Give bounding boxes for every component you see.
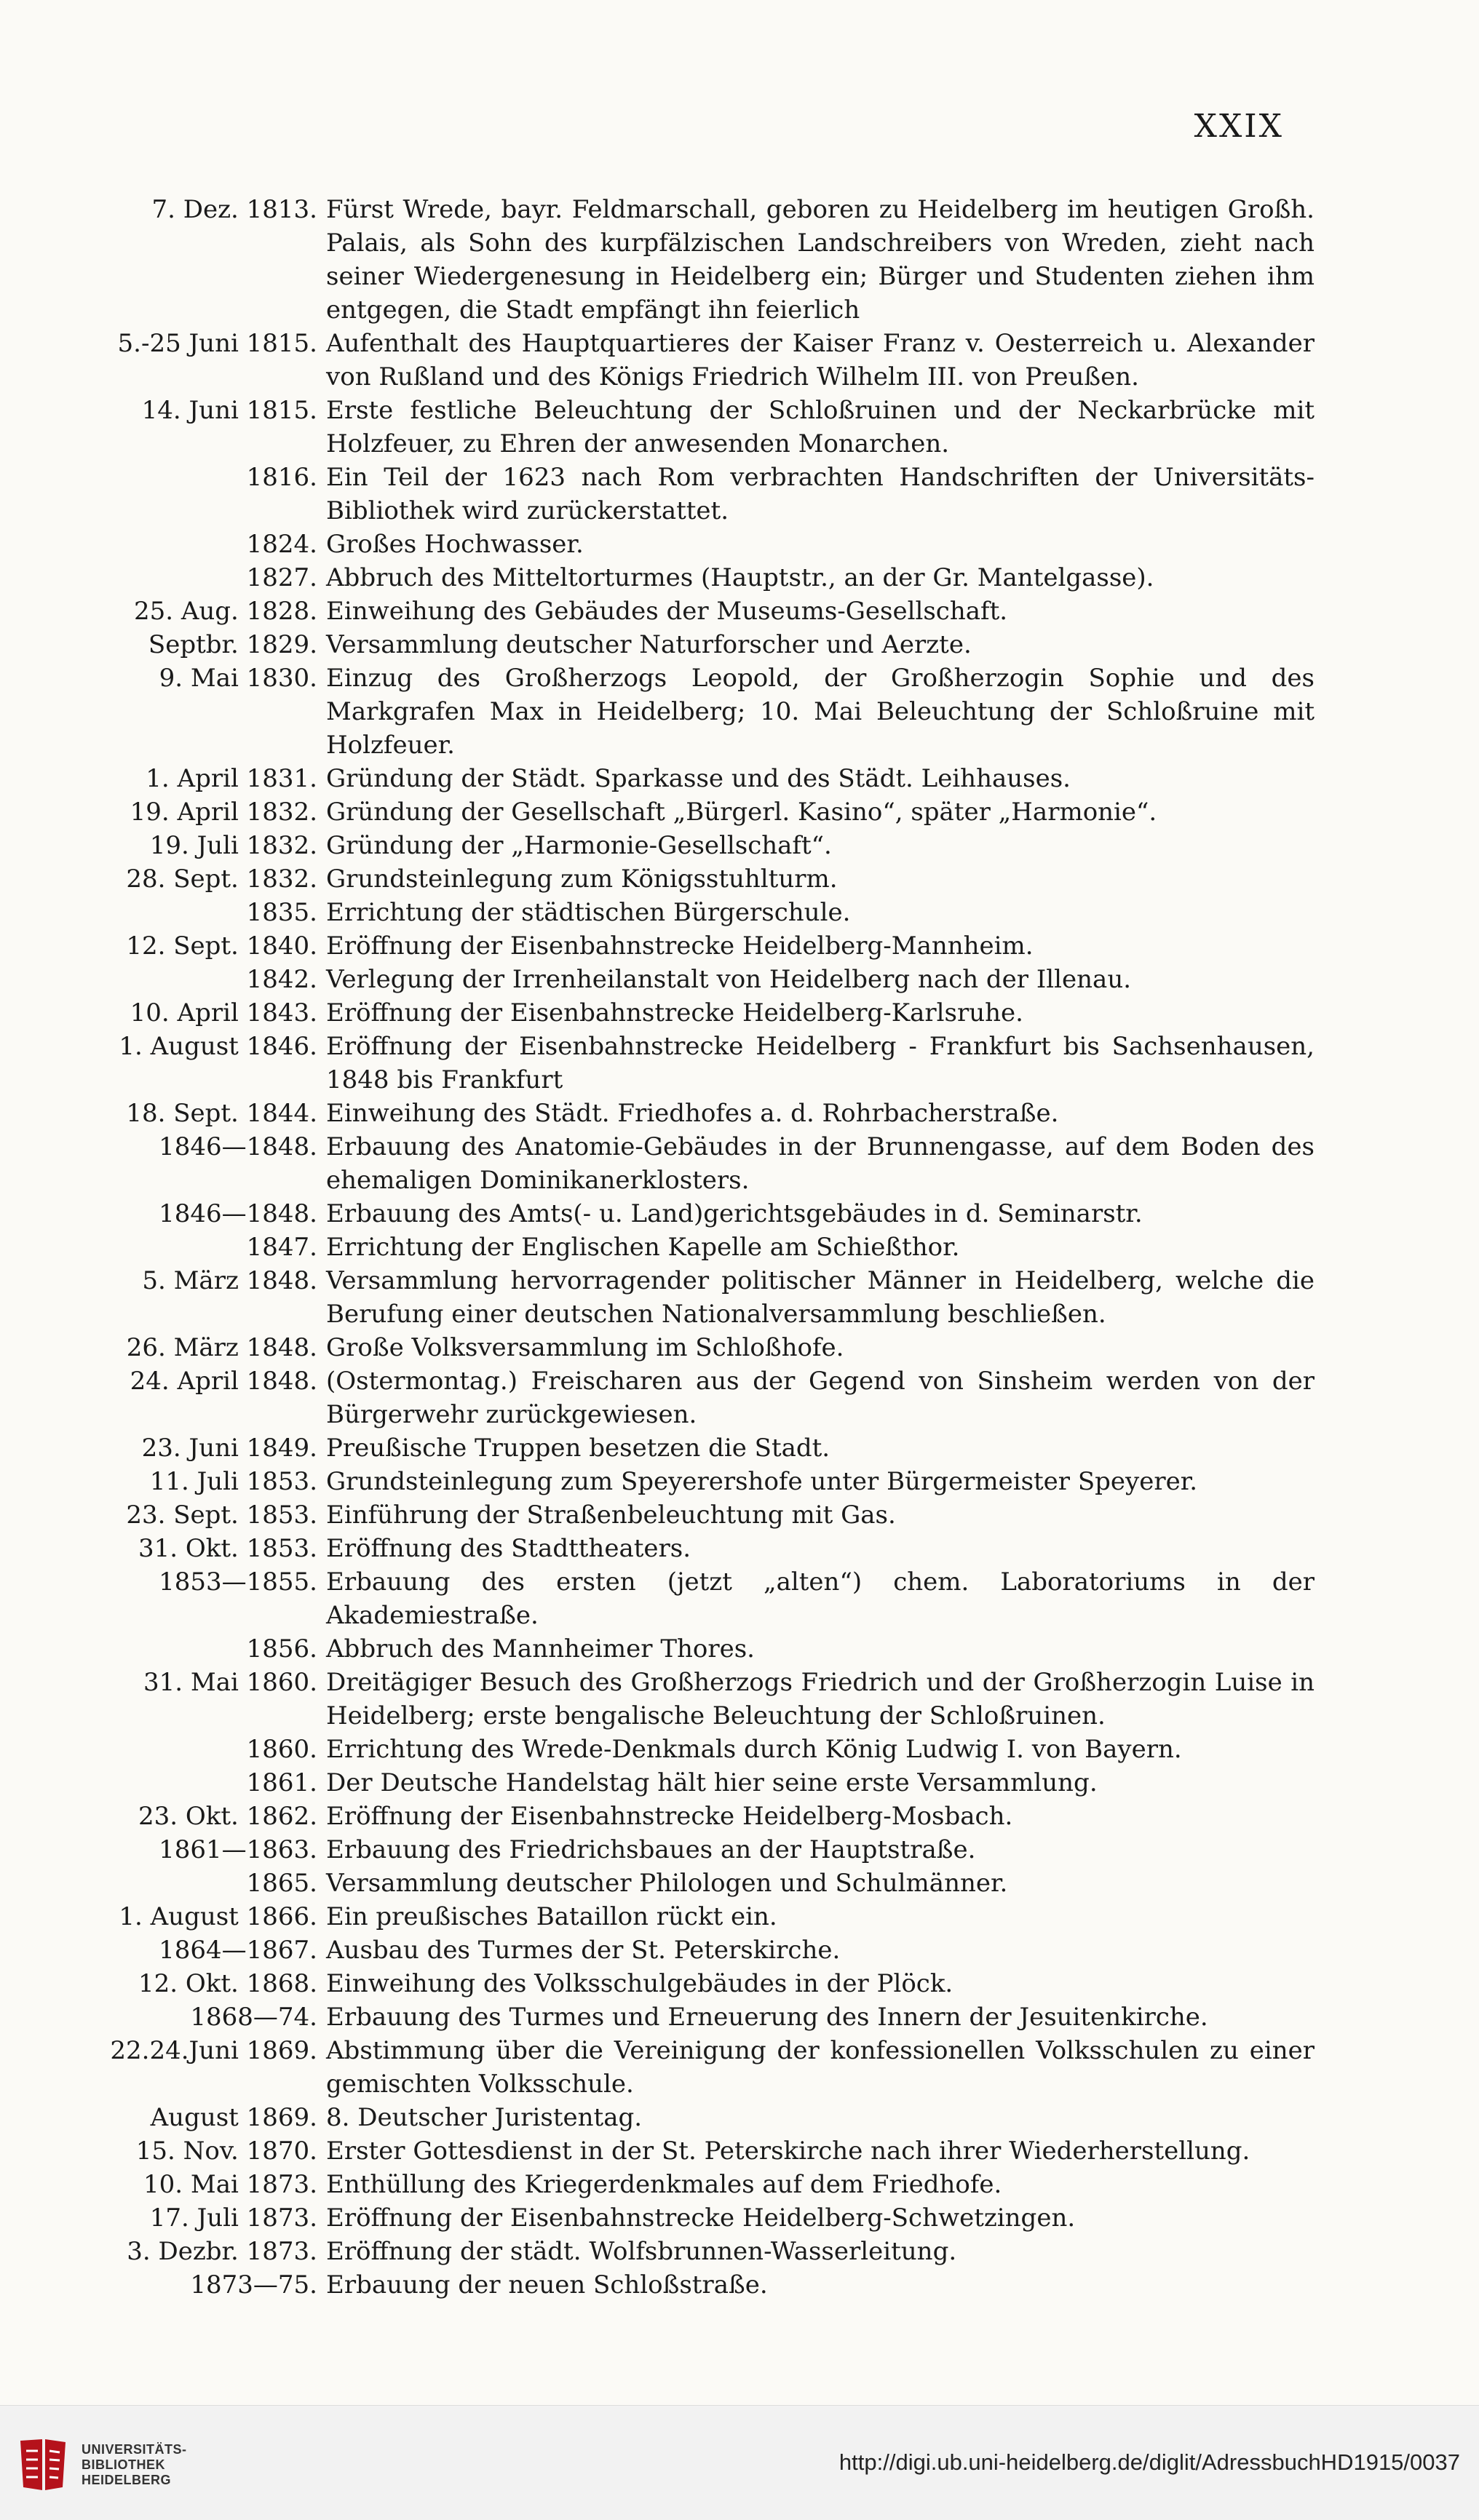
entry-date: 31. Okt. 1853. [138, 1534, 317, 1563]
entry-date: 11. Juli 1853. [149, 1467, 317, 1496]
chronology-entry [29, 1231, 1479, 1264]
chronology-entry [29, 1097, 1479, 1130]
chronology-entry [29, 2034, 1479, 2101]
entry-date: 1868—74. [190, 2003, 317, 2032]
entry-text: Erbauung des Friedrichsbaues an der Hauptstraße. [326, 1835, 976, 1864]
entry-text: Eröffnung der Eisenbahnstrecke Heidelberg - Frankfurt bis Sachsenhausen, 1848 bis Frankfurt [326, 1032, 1315, 1094]
entry-date: 26. März 1848. [126, 1333, 317, 1362]
chronology-entry [29, 661, 1479, 762]
entry-date: 31. Mai 1860. [143, 1668, 317, 1697]
chronology-entry [29, 1867, 1479, 1900]
entry-date: 1865. [246, 1869, 317, 1898]
chronology-entry [29, 1331, 1479, 1364]
entry-date: 19. April 1832. [130, 798, 317, 827]
entry-text: Gründung der Gesellschaft „Bürgerl. Kasino“, später „Harmonie“. [326, 798, 1157, 827]
entry-date: 23. Juni 1849. [141, 1434, 317, 1463]
entry-date: 1842. [246, 965, 317, 994]
entry-text: Aufenthalt des Hauptquartieres der Kaiser Franz v. Oesterreich u. Alexander von Rußland und des Königs Friedrich Wilhelm III. von Preußen. [326, 329, 1315, 391]
chronology-entry [29, 1130, 1479, 1197]
entry-text: Eröffnung der städt. Wolfsbrunnen-Wasserleitung. [326, 2237, 957, 2266]
entry-date: 1873—75. [190, 2270, 317, 2300]
chronology-entry [29, 2101, 1479, 2134]
entry-text: Versammlung hervorragender politischer Männer in Heidelberg, welche die Berufung einer deutschen Nationalversammlung beschließen. [326, 1266, 1315, 1329]
chronology-entry [29, 2268, 1479, 2302]
chronology-entry [29, 896, 1479, 929]
entry-date: 1864—1867. [159, 1936, 317, 1965]
entry-text: Einweihung des Volksschulgebäudes in der Plöck. [326, 1969, 953, 1998]
chronology-entry [29, 461, 1479, 528]
entry-text: Grundsteinlegung zum Königsstuhlturm. [326, 864, 838, 894]
chronology-entry [29, 1565, 1479, 1632]
entry-date: 17. Juli 1873. [149, 2203, 317, 2233]
entry-date: August 1869. [150, 2103, 317, 2132]
chronology-entry [29, 829, 1479, 862]
chronology-entry [29, 1766, 1479, 1800]
chronology-entry [29, 1666, 1479, 1733]
chronology-entry [29, 1967, 1479, 2000]
entry-text: Gründung der Städt. Sparkasse und des Städt. Leihhauses. [326, 764, 1071, 793]
entry-date: 9. Mai 1830. [159, 664, 317, 693]
chronology-entry [29, 1900, 1479, 1933]
page-number: XXIX [1194, 108, 1284, 145]
entry-text: 8. Deutscher Juristentag. [326, 2103, 643, 2132]
chronology-entry [29, 929, 1479, 963]
chronology-entry [29, 1197, 1479, 1231]
entry-text: Grundsteinlegung zum Speyerershofe unter Bürgermeister Speyerer. [326, 1467, 1198, 1496]
entry-date: 1861. [246, 1768, 317, 1797]
entry-date: 19. Juli 1832. [149, 831, 317, 860]
entry-date: 1847. [246, 1233, 317, 1262]
entry-text: Der Deutsche Handelstag hält hier seine erste Versammlung. [326, 1768, 1098, 1797]
entry-date: 1. April 1831. [146, 764, 317, 793]
entry-text: Versammlung deutscher Naturforscher und Aerzte. [326, 630, 972, 659]
entry-date: 10. April 1843. [130, 998, 317, 1028]
chronology-entry [29, 996, 1479, 1030]
entry-date: 23. Sept. 1853. [126, 1501, 317, 1530]
entry-date: 1846—1848. [159, 1199, 317, 1228]
entry-date: 5.-25 Juni 1815. [117, 329, 317, 358]
entry-text: Gründung der „Harmonie-Gesellschaft“. [326, 831, 832, 860]
chronology-entry [29, 1465, 1479, 1498]
entry-date: 1835. [246, 898, 317, 927]
chronology-entry [29, 193, 1479, 327]
entry-text: Einzug des Großherzogs Leopold, der Großherzogin Sophie und des Markgrafen Max in Heidelberg; 10. Mai Beleuchtung der Schloßruine mit Holzfeuer. [326, 664, 1315, 760]
logo-line: BIBLIOTHEK [82, 2457, 165, 2472]
entry-text: Abbruch des Mitteltorturmes (Hauptstr., an der Gr. Mantelgasse). [326, 563, 1154, 592]
chronology-entry [29, 1833, 1479, 1867]
chronology-entry [29, 1800, 1479, 1833]
entry-date: 18. Sept. 1844. [126, 1099, 317, 1128]
entry-date: 1827. [246, 563, 317, 592]
chronology-entry [29, 1733, 1479, 1766]
entry-date: 10. Mai 1873. [143, 2170, 317, 2199]
entry-date: Septbr. 1829. [148, 630, 317, 659]
entry-date: 28. Sept. 1832. [126, 864, 317, 894]
chronology-entry [29, 2000, 1479, 2034]
entry-text: Errichtung der Englischen Kapelle am Schießthor. [326, 1233, 960, 1262]
entry-text: (Ostermontag.) Freischaren aus der Gegend von Sinsheim werden von der Bürgerwehr zurückgewiesen. [326, 1367, 1315, 1429]
entry-date: 1. August 1866. [119, 1902, 317, 1931]
entry-text: Einweihung des Gebäudes der Museums-Gesellschaft. [326, 597, 1008, 626]
entry-text: Eröffnung der Eisenbahnstrecke Heidelberg-Karlsruhe. [326, 998, 1023, 1028]
entry-date: 1846—1848. [159, 1132, 317, 1161]
entry-date: 3. Dezbr. 1873. [127, 2237, 317, 2266]
entry-text: Fürst Wrede, bayr. Feldmarschall, geboren zu Heidelberg im heutigen Großh. Palais, als Sohn des kurpfälzischen Landschreibers von Wreden, zieht nach seiner Wiedergenesung in Heidelberg ein; Bürger und Studenten ziehen ihm entgegen, die Stadt empfängt ihn feierlich [326, 195, 1315, 325]
entry-date: 12. Sept. 1840. [126, 931, 317, 961]
entry-text: Einweihung des Städt. Friedhofes a. d. Rohrbacherstraße. [326, 1099, 1059, 1128]
entry-text: Erbauung des Amts(- u. Land)gerichtsgebäudes in d. Seminarstr. [326, 1199, 1143, 1228]
entry-date: 5. März 1848. [142, 1266, 317, 1295]
chronology-entry [29, 2235, 1479, 2268]
chronology-list [0, 193, 1479, 2302]
chronology-entry [29, 1498, 1479, 1532]
chronology-entry [29, 2168, 1479, 2201]
entry-text: Abstimmung über die Vereinigung der konfessionellen Volksschulen zu einer gemischten Volksschule. [326, 2036, 1315, 2099]
chronology-entry [29, 2201, 1479, 2235]
entry-date: 1860. [246, 1735, 317, 1764]
entry-text: Ein preußisches Bataillon rückt ein. [326, 1902, 777, 1931]
entry-text: Verlegung der Irrenheilanstalt von Heidelberg nach der Illenau. [326, 965, 1132, 994]
chronology-entry [29, 1532, 1479, 1565]
entry-text: Eröffnung des Stadttheaters. [326, 1534, 691, 1563]
library-seal-icon [16, 2436, 70, 2493]
entry-text: Dreitägiger Besuch des Großherzogs Friedrich und der Großherzogin Luise in Heidelberg; erste bengalische Beleuchtung der Schloßruinen. [326, 1668, 1315, 1730]
entry-text: Erste festliche Beleuchtung der Schloßruinen und der Neckarbrücke mit Holzfeuer, zu Ehren der anwesenden Monarchen. [326, 396, 1315, 458]
chronology-entry [29, 528, 1479, 561]
entry-date: 22.24.Juni 1869. [110, 2036, 317, 2065]
entry-text: Preußische Truppen besetzen die Stadt. [326, 1434, 830, 1463]
chronology-entry [29, 762, 1479, 795]
entry-text: Ein Teil der 1623 nach Rom verbrachten Handschriften der Universitäts-Bibliothek wird zurückerstattet. [326, 463, 1315, 525]
entry-date: 7. Dez. 1813. [151, 195, 317, 224]
chronology-entry [29, 394, 1479, 461]
entry-text: Abbruch des Mannheimer Thores. [326, 1634, 755, 1664]
library-logo-text [82, 2442, 187, 2488]
chronology-entry [29, 963, 1479, 996]
entry-text: Großes Hochwasser. [326, 530, 584, 559]
entry-text: Erbauung der neuen Schloßstraße. [326, 2270, 768, 2300]
chronology-entry [29, 1030, 1479, 1097]
entry-text: Ausbau des Turmes der St. Peterskirche. [326, 1936, 841, 1965]
entry-text: Große Volksversammlung im Schloßhofe. [326, 1333, 844, 1362]
permalink-url[interactable]: http://digi.ub.uni-heidelberg.de/diglit/AdressbuchHD1915/0037 [838, 2449, 1460, 2475]
entry-text: Erbauung des ersten (jetzt „alten“) chem. Laboratoriums in der Akademiestraße. [326, 1567, 1315, 1630]
chronology-entry [29, 561, 1479, 595]
entry-text: Erbauung des Anatomie-Gebäudes in der Brunnengasse, auf dem Boden des ehemaligen Dominikanerklosters. [326, 1132, 1315, 1195]
chronology-entry [29, 1632, 1479, 1666]
chronology-entry [29, 628, 1479, 661]
entry-date: 1861—1863. [159, 1835, 317, 1864]
entry-text: Erster Gottesdienst in der St. Peterskirche nach ihrer Wiederherstellung. [326, 2137, 1250, 2166]
chronology-entry [29, 1431, 1479, 1465]
chronology-entry [29, 795, 1479, 829]
entry-text: Eröffnung der Eisenbahnstrecke Heidelberg-Schwetzingen. [326, 2203, 1076, 2233]
entry-text: Enthüllung des Kriegerdenkmales auf dem Friedhofe. [326, 2170, 1002, 2199]
entry-text: Errichtung des Wrede-Denkmals durch König Ludwig I. von Bayern. [326, 1735, 1182, 1764]
entry-date: 1. August 1846. [119, 1032, 317, 1061]
entry-text: Einführung der Straßenbeleuchtung mit Gas. [326, 1501, 896, 1530]
entry-text: Errichtung der städtischen Bürgerschule. [326, 898, 851, 927]
chronology-entry [29, 2134, 1479, 2168]
viewer-footer [0, 2405, 1479, 2520]
entry-date: 12. Okt. 1868. [138, 1969, 317, 1998]
chronology-entry [29, 595, 1479, 628]
entry-text: Eröffnung der Eisenbahnstrecke Heidelberg-Mosbach. [326, 1802, 1013, 1831]
chronology-entry [29, 1933, 1479, 1967]
chronology-entry [29, 1364, 1479, 1431]
entry-date: 1824. [246, 530, 317, 559]
entry-date: 14. Juni 1815. [141, 396, 317, 425]
entry-date: 23. Okt. 1862. [138, 1802, 317, 1831]
chronology-entry [29, 862, 1479, 896]
chronology-entry [29, 327, 1479, 394]
entry-date: 15. Nov. 1870. [135, 2137, 317, 2166]
entry-date: 1853—1855. [159, 1567, 317, 1597]
chronology-entry [29, 1264, 1479, 1331]
logo-line: UNIVERSITÄTS- [82, 2442, 187, 2457]
entry-text: Eröffnung der Eisenbahnstrecke Heidelberg-Mannheim. [326, 931, 1034, 961]
entry-date: 1856. [246, 1634, 317, 1664]
entry-date: 24. April 1848. [130, 1367, 317, 1396]
logo-line: HEIDELBERG [82, 2473, 172, 2487]
entry-text: Versammlung deutscher Philologen und Schulmänner. [326, 1869, 1008, 1898]
entry-date: 1816. [246, 463, 317, 492]
entry-text: Erbauung des Turmes und Erneuerung des Innern der Jesuitenkirche. [326, 2003, 1208, 2032]
entry-date: 25. Aug. 1828. [133, 597, 317, 626]
